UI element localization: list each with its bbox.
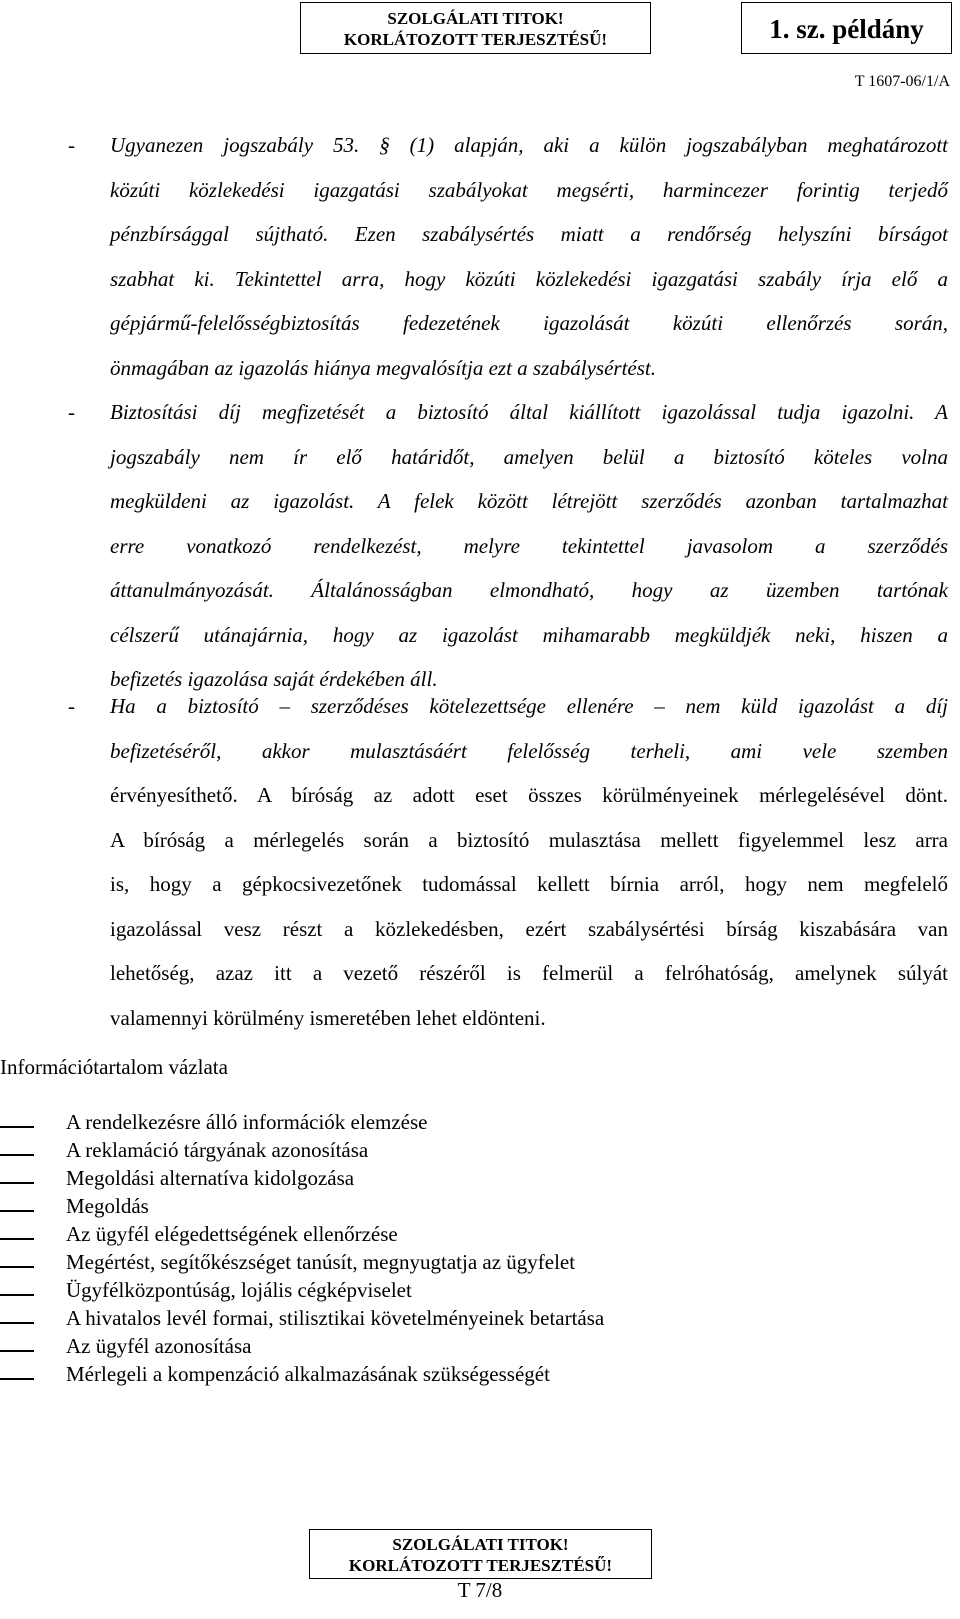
classification-line-1: SZOLGÁLATI TITOK!: [392, 1535, 569, 1554]
text-line: Ugyanezen jogszabály 53. § (1) alapján, aki a külön jogszabályban meghatározott: [110, 133, 948, 157]
outline-item-text: Ügyfélközpontúság, lojális cégképviselet: [66, 1278, 412, 1302]
dash-bullet-icon: [0, 1238, 34, 1240]
outline-item-text: Mérlegeli a kompenzáció alkalmazásának szükségességét: [66, 1362, 550, 1386]
outline-item-text: Megértést, segítőkészséget tanúsít, megnyugtatja az ügyfelet: [66, 1250, 576, 1274]
text-line: is, hogy a gépkocsivezetőnek tudomással kellett bírnia arról, hogy nem megfelelő: [110, 872, 948, 896]
outline-item-text: A rendelkezésre álló információk elemzése: [66, 1110, 428, 1134]
outline-title: Információtartalom vázlata: [0, 1055, 228, 1079]
text-line: valamennyi körülmény ismeretében lehet eldönteni.: [110, 1005, 546, 1030]
text-line: befizetéséről, akkor mulasztásáért felelősség terheli, ami vele szemben: [110, 738, 948, 763]
outline-item-text: A reklamáció tárgyának azonosítása: [66, 1138, 369, 1162]
dash-bullet-icon: [0, 1182, 34, 1184]
dash-bullet-icon: [0, 1126, 34, 1128]
outline-item: [0, 1136, 604, 1164]
dash-bullet-icon: [0, 1294, 34, 1296]
document-code: T 1607-06/1/A: [854, 73, 950, 90]
dash-bullet-icon: [0, 1322, 34, 1324]
text-line: A bíróság a mérlegelés során a biztosító mulasztása mellett figyelemmel lesz arra: [110, 827, 948, 852]
page-number: T 7/8: [457, 1578, 503, 1602]
copy-number-box: 1. sz. példány: [741, 2, 952, 54]
outline-item: [0, 1164, 604, 1192]
text-line: jogszabály nem ír elő határidőt, amelyen belül a biztosító köteles volna: [110, 444, 948, 469]
classification-line-2: KORLÁTOZOTT TERJESZTÉSŰ!: [343, 30, 608, 49]
text-line: érvényesíthető. A bíróság az adott eset összes körülményeinek mérlegelésével dönt.: [110, 783, 948, 807]
outline-item-text: Az ügyfél azonosítása: [66, 1334, 252, 1358]
outline-item: [0, 1220, 604, 1248]
text-line: igazolással vesz részt a közlekedésben, ezért szabálysértési bírság kiszabására van: [110, 916, 948, 941]
outline-item: [0, 1304, 604, 1332]
dash-bullet-icon: [0, 1210, 34, 1212]
text-line: áttanulmányozását. Általánosságban elmondható, hogy az üzemben tartónak: [110, 578, 948, 602]
text-line: lehetőség, azaz itt a vezető részéről is felmerül a felróhatóság, amelynek súlyát: [110, 961, 948, 985]
bullet-dash: -: [68, 400, 75, 424]
bullet-dash: -: [68, 694, 75, 718]
text-line: Biztosítási díj megfizetését a biztosító által kiállított igazolással tudja igazolni. A: [110, 400, 948, 424]
body-item-3: [68, 684, 948, 1040]
outline-item: [0, 1360, 604, 1388]
bullet-dash: -: [68, 133, 75, 157]
classification-line-1: SZOLGÁLATI TITOK!: [387, 9, 564, 28]
text-line: szabhat ki. Tekintettel arra, hogy közúti közlekedési igazgatási szabály írja elő a: [110, 266, 948, 291]
text-line: célszerű utánajárnia, hogy az igazolást mihamarabb megküldjék neki, hiszen a: [110, 622, 948, 647]
classification-stamp-top: [300, 2, 651, 54]
text-line: erre vonatkozó rendelkezést, melyre tekintettel javasolom a szerződés: [110, 533, 948, 558]
classification-line-2: KORLÁTOZOTT TERJESZTÉSŰ!: [348, 1556, 613, 1575]
dash-bullet-icon: [0, 1350, 34, 1352]
outline-item-text: Megoldás: [66, 1194, 149, 1218]
outline-item: [0, 1192, 604, 1220]
outline-item-text: Megoldási alternatíva kidolgozása: [66, 1166, 355, 1190]
text-line: pénzbírsággal sújtható. Ezen szabálysértés miatt a rendőrség helyszíni bírságot: [110, 222, 948, 246]
dash-bullet-icon: [0, 1154, 34, 1156]
outline-item-text: Az ügyfél elégedettségének ellenőrzése: [66, 1222, 398, 1246]
text-line: gépjármű-felelősségbiztosítás fedezetének igazolását közúti ellenőrzés során,: [110, 311, 948, 335]
text-line: közúti közlekedési igazgatási szabályokat megsérti, harmincezer forintig terjedő: [110, 177, 948, 202]
outline-item-text: A hivatalos levél formai, stilisztikai követelményeinek betartása: [66, 1306, 605, 1330]
text-line: megküldeni az igazolást. A felek között létrejött szerződés azonban tartalmazhat: [110, 489, 948, 513]
text-line: önmagában az igazolás hiánya megvalósítja ezt a szabálysértést.: [110, 355, 656, 380]
outline-item: [0, 1276, 604, 1304]
classification-stamp-bottom: [309, 1529, 652, 1579]
body-item-1: [68, 123, 948, 390]
outline-item: [0, 1108, 604, 1136]
outline-item: [0, 1248, 604, 1276]
outline-list: [0, 1108, 604, 1388]
body-item-2: [68, 390, 948, 702]
outline-item: [0, 1332, 604, 1360]
text-line: Ha a biztosító – szerződéses kötelezettsége ellenére – nem küld igazolást a díj: [110, 694, 948, 718]
dash-bullet-icon: [0, 1378, 34, 1380]
text-line: befizetés igazolása saját érdekében áll.: [110, 667, 438, 691]
dash-bullet-icon: [0, 1266, 34, 1268]
